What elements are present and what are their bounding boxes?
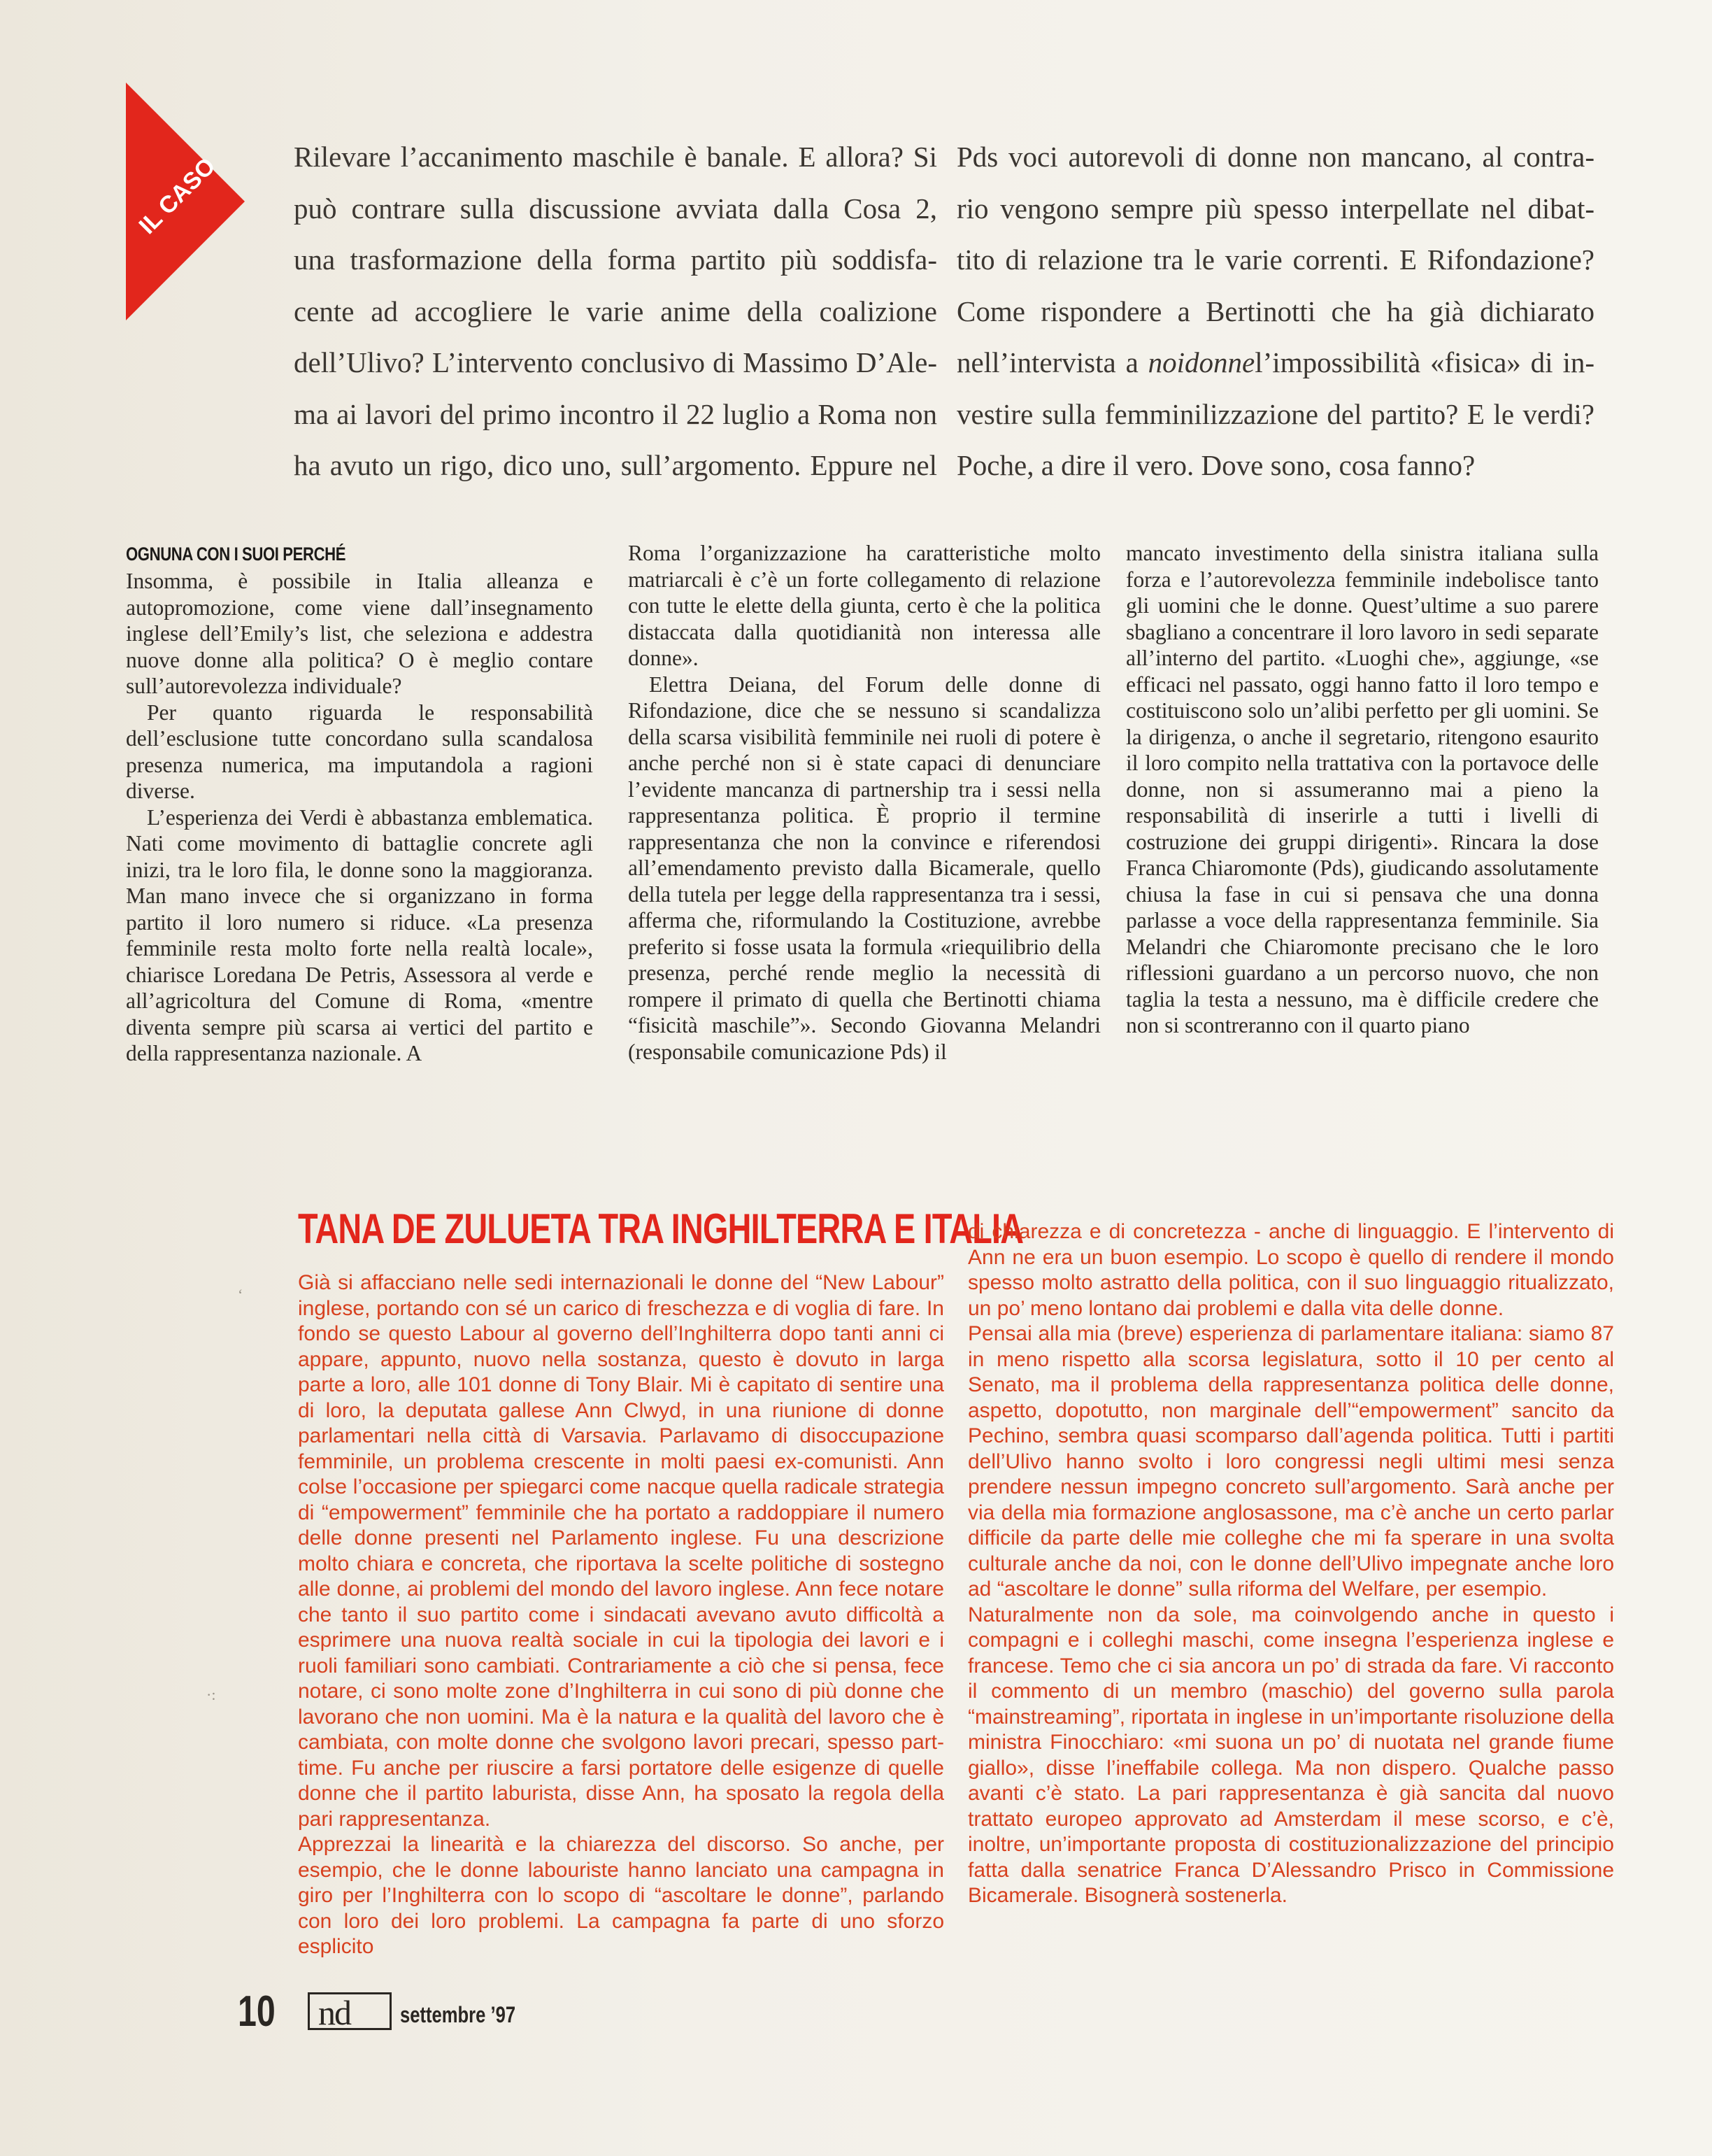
article-paragraph: Per quanto riguarda le responsabilità dell’esclusione tutte concordano sulla scandalosa presenza numerica, ma imputandola a ragioni diverse. [126,700,593,803]
box-paragraph: Pensai alla mia (breve) esperienza di parlamentare italiana: siamo 87 in meno rispetto alla scorsa legislatura, sotto il 10 per cento al Senato, ma il problema della rappresentanza politica delle donne, aspetto, dopotutto, non marginale dell’“empowerment” sancito da Pechino, sembra quasi scomparso dall’agenda politica. Tutti i partiti dell’Ulivo hanno svolto i loro congressi negli ultimi mesi senza prendere nessun impegno concreto sull’argomento. Sarà anche per via della mia formazione anglosassone, ma c’è anche un certo parlar difficile da parte delle mie colleghe che mi fa sperare in una svolta culturale anche da noi, con le donne dell’Ulivo impegnate anche loro ad “ascoltare le donne” sulla riforma del Welfare, per esempio. [968,1322,1614,1601]
article-column-3 [1126,540,1599,1039]
article-paragraph: Roma l’organizzazione ha caratteristiche molto matriarcali è c’è un forte collegamento di relazione con tutte le elette della giunta, certo è che la politica distaccata dalla quotidianità non interessa alle donne». [628,541,1101,670]
intro-column-1 [294,132,937,492]
section-label: IL CASO [134,153,221,240]
box-paragraph: Apprezzai la linearità e la chiarezza del discorso. So anche, per esempio, che le donne labouriste hanno lanciato una campagna in giro per l’Inghilterra con lo scopo di “ascoltare le donne”, parlando con loro dei loro problemi. La campagna fa parte di uno sforzo esplicito [298,1833,944,1958]
red-triangle-icon [126,83,245,320]
article-paragraph: Insomma, è possibile in Italia alleanza e autopromozione, come viene dall’insegnamento inglese dell’Emily’s list, che seleziona e addestra nuove donne alla politica? O è meglio contare sull’autorevolezza individuale? [126,569,593,698]
intro-line: Rilevare l’accanimento maschile è banale. E allora? Si [294,141,937,173]
magazine-logo: nd [308,1992,392,2030]
intro-line: può contrare sulla discussione avviata dalla Cosa 2, [294,192,937,225]
article-column-1 [126,540,593,1067]
intro-line: dell’Ulivo? L’intervento conclusivo di Massimo D’Ale- [294,346,937,378]
box-column-2 [968,1219,1614,1909]
intro-line: cente ad accogliere le varie anime della coalizione [294,295,937,327]
intro-line: Pds voci autorevoli di donne non mancano, al contra- [957,141,1595,173]
magazine-name: noidonne [1148,346,1255,378]
article-paragraph: Elettra Deiana, del Forum delle donne di Rifondazione, dice che se nessuno si scandalizza della scarsa visibilità femminile nei ruoli di potere è anche perché non si è state capaci di denunciare l’evidente mancanza di partnership tra i sessi nella rappresentanza politica. È proprio il termine rappresentanza che non la convince e riferendosi all’emendamento previsto dalla Bicamerale, quello della tutela per legge della rappresentanza tra i sessi, afferma che, riformulando la Costituzione, avrebbe preferito si fosse usata la formula «riequilibrio della presenza, perché rende meglio la necessità di rompere il primato di quella che Bertinotti chiama “fisicità maschile”». Secondo Giovanna Melandri (responsabile comunicazione Pds) il [628,672,1101,1064]
intro-line: una trasformazione della forma partito più soddisfa- [294,243,937,276]
intro-line-with-italic: nell’intervista a noidonnel’impossibilità «fisica» di in- [957,346,1595,378]
article-subhead: OGNUNA CON I SUOI PERCHÉ [126,544,346,565]
article-column-2 [628,540,1101,1065]
intro-line: Come rispondere a Bertinotti che ha già dichiarato [957,295,1595,327]
intro-line: ha avuto un rigo, dico uno, sull’argomento. Eppure nel [294,449,937,481]
box-title: TANA DE ZULUETA TRA INGHILTERRA E ITALIA [298,1205,1024,1252]
intro-line: rio vengono sempre più spesso interpellate nel dibat- [957,192,1595,225]
intro-line: vestire sulla femminilizzazione del partito? E le verdi? [957,397,1595,430]
intro-column-2 [957,132,1595,492]
page-footer [238,1987,727,2043]
issue-date: settembre ’97 [400,2002,516,2027]
box-paragraph: Naturalmente non da sole, ma coinvolgendo anche in questo i compagni e i colleghi maschi, come insegna l’esperienza inglese e francese. Temo che ci sia ancora un po’ di strada da fare. Vi racconto il commento di un membro (maschio) del governo sulla parola “mainstreaming”, riportata in inglese in un’importante risoluzione della ministra Finocchiaro: «mi suona un po’ di nuotata nel grande fiume giallo», disse l’ineffabile collega. Ma non dispero. Qualche passo avanti c’è stato. La pari rappresentanza è già sancita dal nuovo trattato europeo approvato ad Amsterdam il mese scorso, e c’è, inoltre, un’importante proposta di costituzionalizzazione del principio fatta dalla senatrice Franca D’Alessandro Prisco in Commissione Bicamerale. Bisognerà sostenerla. [968,1603,1614,1907]
article-paragraph: mancato investimento della sinistra italiana sulla forza e l’autorevolezza femminile indebolisce tanto gli uomini che le donne. Quest’ultime a suo parere sbagliano a concentrare il loro lavoro in sedi separate all’interno del partito. «Luoghi che», aggiunge, «se efficaci nel passato, oggi hanno fatto il loro tempo e costituiscono solo un’alibi perfetto per gli uomini. Se la dirigenza, o anche il segretario, ritengono esaurito il loro compito nella trattativa con la portavoce delle donne, non si assumeranno mai a pieno la responsabilità di inserirle a tutti i livelli di costruzione dei gruppi dirigenti». Rincara la dose Franca Chiaromonte (Pds), giudicando assolutamente chiusa la fase in cui si pensava che una donna parlasse a voce della rappresentanza femminile. Sia Melandri che Chiaromonte precisano che le loro riflessioni guardano a un percorso nuovo, che non taglia la testa a nessuno, ma è difficile credere che non si scontreranno con il quarto piano [1126,541,1599,1037]
section-marker [126,83,245,320]
scan-speck-icon: ‘ [238,1286,243,1303]
scan-speck-icon: ·: [206,1686,216,1703]
box-paragraph: di chiarezza e di concretezza - anche di linguaggio. E l’intervento di Ann ne era un buon esempio. Lo scopo è quello di rendere il mondo spesso molto astratto della politica, con il suo linguaggio ritualizzato, un po’ meno lontano dai problemi e dalla vita delle donne. [968,1220,1614,1320]
box-paragraph: Già si affacciano nelle sedi internazionali le donne del “New Labour” inglese, portando con sé un carico di freschezza e di voglia di fare. In fondo se questo Labour al governo dell’Inghilterra dopo tanti anni ci appare, appunto, nuovo nella sostanza, questo è dovuto in larga parte a loro, alle 101 donne di Tony Blair. Mi è capitato di sentire una di loro, la deputata gallese Ann Clwyd, in una riunione di donne parlamentari nella città di Varsavia. Parlavamo di disoccupazione femminile, un problema crescente in molti paesi ex-comunisti. Ann colse l’occasione per spiegarci come nacque quella radicale strategia di “empowerment” femminile che ha portato a raddoppiare il numero delle donne presenti nel Parlamento inglese. Fu una descrizione molto chiara e concreta, che riportava la scelte politiche di sostegno alle donne, ai problemi del mondo del lavoro inglese. Ann fece notare che tanto il suo partito come i sindacati avevano avuto difficoltà a esprimere una nuova realtà sociale in cui la tipologia dei lavori e i ruoli familiari sono cambiati. Contrariamente a ciò che si pensa, fece notare, ci sono molte zone d’Inghilterra in cui sono di più donne che lavorano che non uomini. Ma è la natura e la qualità del lavoro che è cambiata, con molte donne che svolgono lavori precari, spesso part-time. Fu anche per riuscire a farsi portatore delle esigenze di quelle donne che il partito laburista, disse Ann, ha sposato la regola della pari rappresentanza. [298,1271,944,1831]
intro-line: ma ai lavori del primo incontro il 22 luglio a Roma non [294,397,937,430]
box-column-1 [298,1270,944,1960]
page-number: 10 [238,1987,276,2036]
intro-line: tito di relazione tra le varie correnti. E Rifondazione? [957,243,1595,276]
intro-line: Poche, a dire il vero. Dove sono, cosa fanno? [957,449,1476,481]
article-paragraph: L’esperienza dei Verdi è abbastanza emblematica. Nati come movimento di battaglie concrete agli inizi, tra le loro fila, le donne sono la maggioranza. Man mano invece che si organizzano in forma partito il loro numero si riduce. «La presenza femminile resta molto forte nella realtà locale», chiarisce Loredana De Petris, Assessora al verde e all’agricoltura del Comune di Roma, «mentre diventa sempre più scarsa ai vertici del partito e della rappresentanza nazionale. A [126,804,593,1065]
